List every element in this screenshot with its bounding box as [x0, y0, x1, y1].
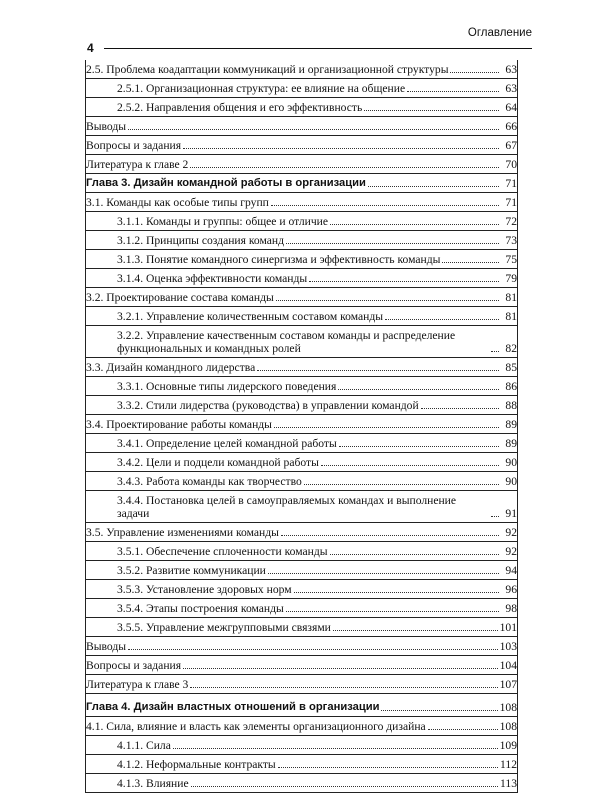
- toc-entry-page: 92: [505, 545, 517, 558]
- toc-entry-title: 4.1.1. Сила: [117, 739, 171, 752]
- toc-entry-title: 3.1.4. Оценка эффективности команды: [117, 272, 308, 285]
- toc-entry-title: 3.5.1. Обеспечение сплоченности команды: [117, 545, 328, 558]
- toc-entry-page: 113: [500, 777, 517, 790]
- toc-entry-page: 75: [505, 253, 517, 266]
- toc-entry-page: 92: [505, 526, 517, 539]
- toc-entry-page: 108: [499, 701, 517, 714]
- toc-entry: [85, 542, 517, 561]
- toc-entry-page: 103: [499, 640, 517, 653]
- dot-leader: [276, 300, 499, 301]
- toc-entry-page: 81: [505, 310, 517, 323]
- toc-entry-title: Вопросы и задания: [86, 139, 182, 152]
- toc-entry-title: 3.1. Команды как особые типы групп: [86, 196, 269, 209]
- dot-leader: [190, 167, 499, 168]
- toc-entry-title: 2.5.1. Организационная структура: ее влияние на общение: [117, 82, 406, 95]
- toc-entry-title: 4.1.3. Влияние: [117, 777, 189, 790]
- dot-leader: [321, 465, 499, 466]
- toc-entry: [85, 250, 517, 269]
- dot-leader: [339, 446, 499, 447]
- toc-entry-title: 2.5.2. Направления общения и его эффективность: [117, 101, 363, 114]
- toc-entry: [85, 523, 517, 542]
- toc-entry-title: 2.5. Проблема коадаптации коммуникаций и организационной структуры: [86, 63, 449, 76]
- dot-leader: [385, 319, 499, 320]
- toc-entry: [85, 269, 517, 288]
- toc-entry: [85, 231, 517, 250]
- toc-entry-title: 3.5. Управление изменениями команды: [86, 526, 279, 539]
- dot-leader: [281, 535, 499, 536]
- toc-entry-title: Литература к главе 3: [86, 678, 189, 691]
- toc-entry-page: 63: [505, 63, 517, 76]
- toc-entry-page: 66: [505, 120, 517, 133]
- toc-entry: [85, 736, 517, 755]
- toc-entry: [85, 561, 517, 580]
- toc-entry-page: 90: [505, 475, 517, 488]
- page-number: 4: [87, 41, 94, 55]
- dot-leader: [330, 554, 499, 555]
- dot-leader: [442, 262, 499, 263]
- toc-entry-page: 79: [505, 272, 517, 285]
- toc-entry-title: Выводы: [86, 640, 127, 653]
- toc-entry-title: 3.5.5. Управление межгрупповыми связями: [117, 621, 331, 634]
- toc-entry-page: 88: [505, 399, 517, 412]
- toc-entry-page: 98: [505, 602, 517, 615]
- dot-leader: [183, 148, 499, 149]
- toc-entry: [85, 98, 517, 117]
- toc-entry-title: Глава 3. Дизайн командной работы в организации: [86, 177, 366, 189]
- toc-entry-page: 86: [505, 380, 517, 393]
- toc-frame-left-line: [85, 60, 86, 793]
- toc-entry: [85, 717, 517, 736]
- toc-entry: [85, 675, 517, 694]
- toc-entry-page: 63: [505, 82, 517, 95]
- toc-entry-title: Глава 4. Дизайн властных отношений в организации: [86, 701, 380, 713]
- toc-entry: [85, 491, 517, 523]
- toc-entry-title: Выводы: [86, 120, 127, 133]
- toc-entry: [85, 637, 517, 656]
- toc-entry-page: 112: [500, 758, 517, 771]
- toc-entry-title: 3.3. Дизайн командного лидерства: [86, 361, 256, 374]
- dot-leader: [491, 516, 499, 517]
- toc-entry-title: 3.4.1. Определение целей командной работы: [117, 437, 337, 450]
- toc-entry-title: 3.3.2. Стили лидерства (руководства) в управлении командой: [117, 399, 419, 412]
- dot-leader: [128, 649, 498, 650]
- dot-leader: [333, 630, 498, 631]
- toc-entry-title: 3.2.2. Управление качественным составом команды и распределение функциональных и командных ролей: [117, 329, 456, 355]
- header-rule: [104, 48, 532, 49]
- toc-entry-page: 72: [505, 215, 517, 228]
- dot-leader: [183, 668, 498, 669]
- toc-entry: [85, 377, 517, 396]
- toc-entry: [85, 774, 517, 793]
- dot-leader: [364, 110, 499, 111]
- toc-entry: [85, 580, 517, 599]
- toc-chapter-entry: [85, 174, 517, 193]
- toc-entry-page: 107: [499, 678, 517, 691]
- toc-entry-title: Литература к главе 2: [86, 158, 189, 171]
- toc-entry-page: 101: [499, 621, 517, 634]
- toc-entry-title: 3.1.2. Принципы создания команд: [117, 234, 284, 247]
- toc-entry-title: 3.5.3. Установление здоровых норм: [117, 583, 292, 596]
- toc-entry-page: 71: [505, 196, 517, 209]
- dot-leader: [257, 370, 499, 371]
- toc-entry-title: 3.2. Проектирование состава команды: [86, 291, 274, 304]
- dot-leader: [274, 427, 499, 428]
- dot-leader: [271, 205, 499, 206]
- dot-leader: [304, 484, 499, 485]
- dot-leader: [286, 243, 499, 244]
- dot-leader: [128, 129, 499, 130]
- toc-entry-title: 4.1. Сила, влияние и власть как элементы организационного дизайна: [86, 720, 426, 733]
- toc-entry: [85, 307, 517, 326]
- dot-leader: [191, 786, 498, 787]
- dot-leader: [368, 186, 499, 187]
- table-of-contents: [85, 60, 517, 793]
- toc-entry-page: 104: [499, 659, 517, 672]
- dot-leader: [428, 729, 498, 730]
- toc-entry: [85, 755, 517, 774]
- dot-leader: [491, 351, 499, 352]
- toc-entry: [85, 212, 517, 231]
- toc-entry: [85, 79, 517, 98]
- toc-entry-title: 3.4.2. Цели и подцели командной работы: [117, 456, 319, 469]
- toc-entry-title: Вопросы и задания: [86, 659, 182, 672]
- toc-entry: [85, 358, 517, 377]
- dot-leader: [173, 748, 498, 749]
- toc-entry-page: 82: [505, 342, 517, 355]
- toc-entry: [85, 453, 517, 472]
- toc-entry-page: 96: [505, 583, 517, 596]
- toc-entry-title: 3.3.1. Основные типы лидерского поведения: [117, 380, 337, 393]
- toc-entry-page: 90: [505, 456, 517, 469]
- running-header-title: Оглавление: [467, 27, 532, 39]
- toc-entry-page: 64: [505, 101, 517, 114]
- dot-leader: [381, 710, 497, 711]
- toc-entry-title: 3.1.3. Понятие командного синергизма и эффективность команды: [117, 253, 441, 266]
- dot-leader: [407, 91, 499, 92]
- toc-entry: [85, 136, 517, 155]
- toc-entry-title: 3.5.2. Развитие коммуникации: [117, 564, 266, 577]
- toc-entry-page: 89: [505, 418, 517, 431]
- toc-entry-page: 73: [505, 234, 517, 247]
- toc-entry: [85, 60, 517, 79]
- toc-entry-page: 70: [505, 158, 517, 171]
- toc-entry-title: 3.1.1. Команды и группы: общее и отличие: [117, 215, 329, 228]
- toc-entry-page: 91: [505, 507, 517, 520]
- dot-leader: [330, 224, 499, 225]
- dot-leader: [278, 767, 498, 768]
- toc-entry-title: 3.2.1. Управление количественным составом команды: [117, 310, 384, 323]
- toc-chapter-entry: [85, 698, 517, 717]
- toc-entry: [85, 618, 517, 637]
- toc-entry: [85, 117, 517, 136]
- toc-entry: [85, 396, 517, 415]
- toc-entry-title: 3.4.4. Постановка целей в самоуправляемых командах и выполнение задачи: [117, 494, 457, 520]
- toc-entry-title: 3.5.4. Этапы построения команды: [117, 602, 284, 615]
- toc-entry-page: 109: [499, 739, 517, 752]
- toc-entry: [85, 155, 517, 174]
- toc-entry-page: 108: [499, 720, 517, 733]
- toc-entry-title: 3.4. Проектирование работы команды: [86, 418, 272, 431]
- dot-leader: [421, 408, 499, 409]
- toc-entry: [85, 415, 517, 434]
- toc-entry: [85, 656, 517, 675]
- toc-entry-page: 89: [505, 437, 517, 450]
- dot-leader: [294, 592, 499, 593]
- toc-entry-page: 85: [505, 361, 517, 374]
- toc-entry-page: 94: [505, 564, 517, 577]
- toc-entry: [85, 193, 517, 212]
- toc-entry: [85, 434, 517, 453]
- dot-leader: [450, 72, 499, 73]
- toc-entry-page: 71: [505, 177, 517, 190]
- toc-entry: [85, 599, 517, 618]
- dot-leader: [268, 573, 499, 574]
- dot-leader: [286, 611, 499, 612]
- dot-leader: [190, 687, 497, 688]
- toc-entry: [85, 288, 517, 307]
- dot-leader: [309, 281, 499, 282]
- toc-frame-right-line: [517, 60, 518, 793]
- toc-entry-title: 3.4.3. Работа команды как творчество: [117, 475, 302, 488]
- toc-entry-page: 67: [505, 139, 517, 152]
- toc-entry: [85, 326, 517, 358]
- toc-entry-page: 81: [505, 291, 517, 304]
- toc-entry: [85, 472, 517, 491]
- toc-entry-title: 4.1.2. Неформальные контракты: [117, 758, 276, 771]
- dot-leader: [338, 389, 499, 390]
